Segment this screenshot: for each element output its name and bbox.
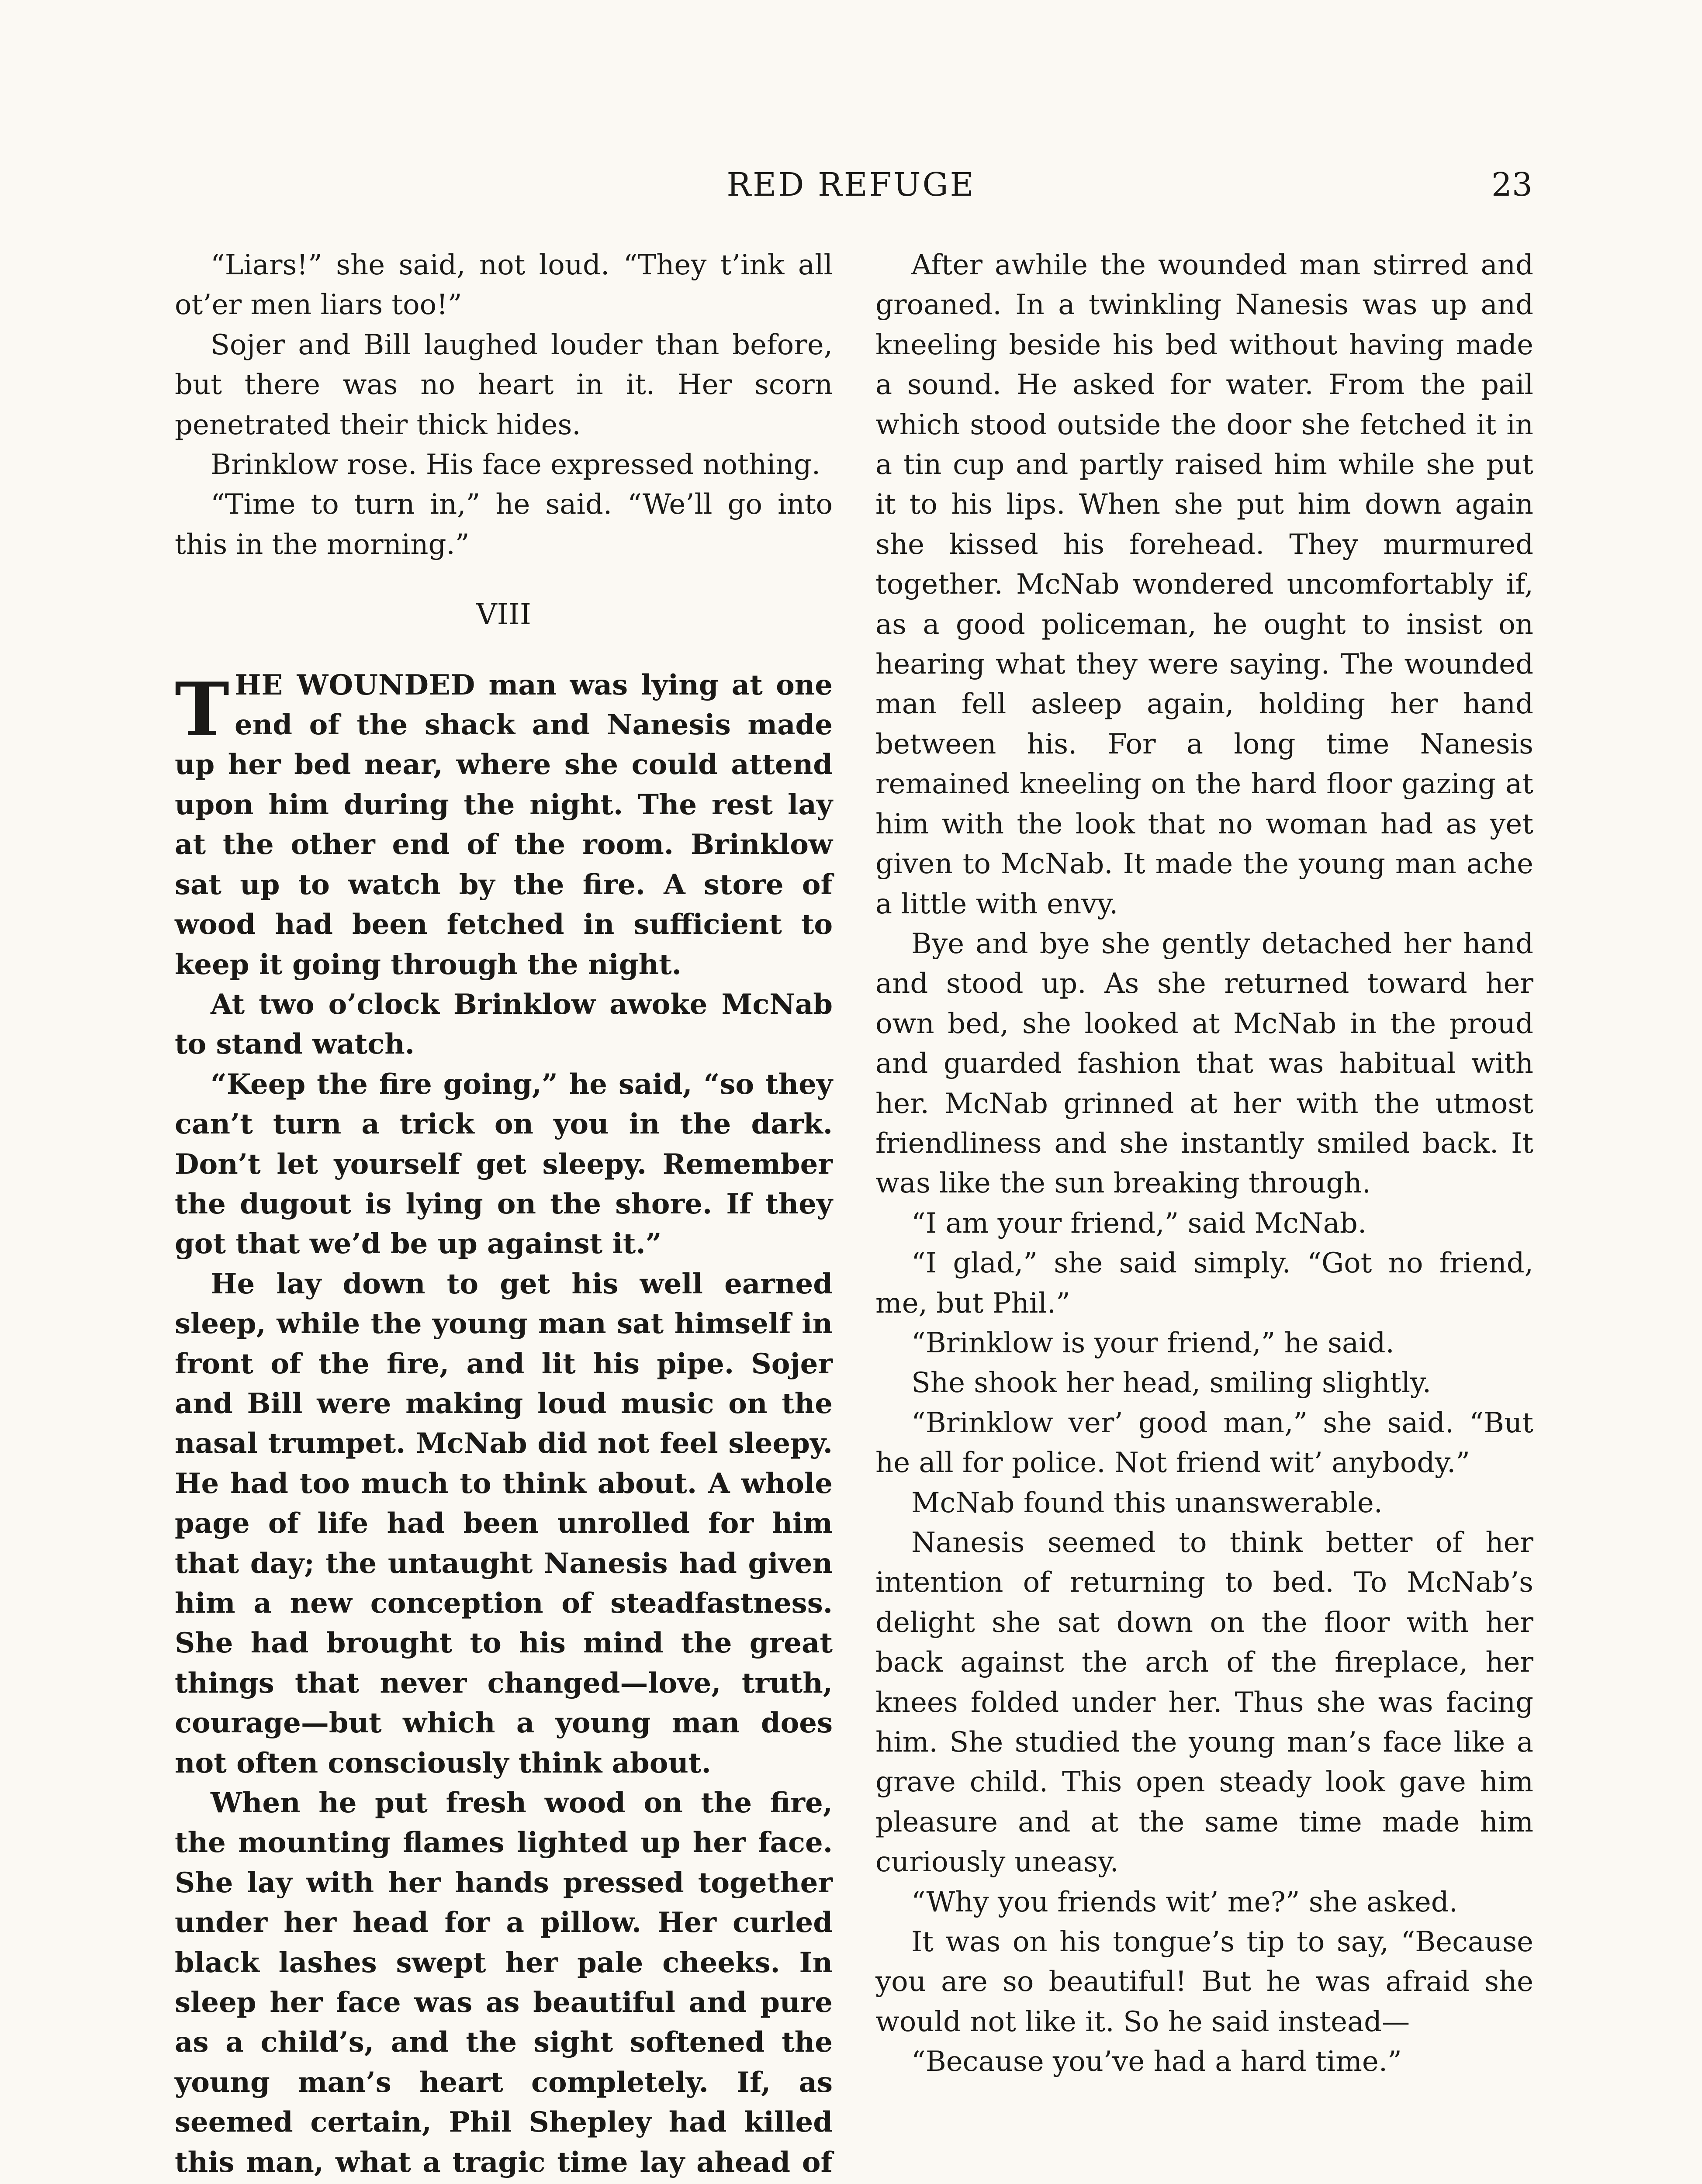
paragraph: “Because you’ve had a hard time.” [911, 2046, 1402, 2078]
paragraph: Brinklow rose. His face expressed nothing. [211, 449, 821, 481]
page-header [0, 166, 1702, 218]
paragraph: She shook her head, smiling slightly. [911, 1367, 1432, 1400]
paragraph: Nanesis seemed to think better of her intention of returning to bed. To McNab’s delight she sat down on the floor with her back against the arch of the fireplace, her knees folded under her. Thus she was facing him. She studied the young man’s face like a grave child. This open steady look gave him pleasure and at the same time made him curiously uneasy. [875, 1527, 1533, 1879]
paragraph: Bye and bye she gently detached her hand and stood up. As she returned toward her own bed, she looked at McNab in the proud and guarded fashion that was habitual with her. McNab grinned at her with the utmost friendliness and she instantly smiled back. It was like the sun breaking through. [875, 927, 1533, 1200]
paragraph: It was on his tongue’s tip to say, “Because you are so beautiful! But he was afraid she would not like it. So he said instead— [875, 1926, 1533, 2038]
paragraph: At two o’clock Brinklow awoke McNab to stand watch. [175, 988, 833, 1061]
right-column [875, 245, 1533, 2082]
paragraph: He lay down to get his well earned sleep, while the young man sat himself in front of the fire, and lit his pipe. Sojer and Bill were making loud music on the nasal trumpet. McNab did not feel sleepy. He had too much to think about. A whole page of life had been unrolled for him that day; the untaught Nanesis had given him a new conception of steadfastness. She had brought to his mind the great things that never changed—love, truth, courage—but which a young man does not often consciously think about. [175, 1267, 833, 1780]
paragraph: “I am your friend,” said McNab. [911, 1207, 1367, 1240]
bold-text-run [175, 665, 833, 2184]
paragraph: When he put fresh wood on the fire, the mounting flames lighted up her face. She lay with her hands pressed together under her head for a pillow. Her curled black lashes swept her pale cheeks. In sleep her face was as beautiful and pure as a child’s, and the sight softened the young man’s heart completely. If, as seemed certain, Phil Shepley had killed this man, what a tragic time lay ahead of [175, 1787, 833, 2179]
paragraph-text: man was lying at one end of the shack and Nanesis made up her bed near, where she could attend upon him during the night. The rest lay at the other end of the room. Brinklow sat up to watch by the fire. A store of wood had been fetched in sufficient to keep it going through the night. [175, 668, 833, 981]
section-heading: VIII [476, 598, 531, 632]
paragraph: “Brinklow ver’ good man,” she said. “But he all for police. Not friend wit’ anybody.” [875, 1406, 1533, 1479]
paragraph: “Keep the fire going,” he said, “so they can’t turn a trick on you in the dark. Don’t let yourself get sleepy. Remember the dugout is lying on the shore. If they got that we’d be up against it.” [175, 1068, 833, 1261]
lead-in-caps: HE WOUNDED [235, 668, 476, 702]
paragraph: “Liars!” she said, not loud. “They t’ink all ot’er men liars too!” [175, 249, 833, 321]
chapter-opening-paragraph [175, 665, 833, 985]
paragraph: Sojer and Bill laughed louder than before, but there was no heart in it. Her scorn penetrated their thick hides. [175, 328, 833, 441]
paragraph: “I glad,” she said simply. “Got no friend, me, but Phil.” [875, 1247, 1533, 1320]
paragraph: “Why you friends wit’ me?” she asked. [911, 1886, 1458, 1918]
paragraph: McNab found this unanswerable. [911, 1486, 1383, 1519]
left-column [175, 245, 833, 2184]
paragraph: “Brinklow is your friend,” he said. [911, 1327, 1394, 1359]
running-title: RED REFUGE [726, 166, 976, 204]
paragraph: “Time to turn in,” he said. “We’ll go into this in the morning.” [175, 488, 833, 561]
paragraph: After awhile the wounded man stirred and groaned. In a twinkling Nanesis was up and kneeling beside his bed without having made a sound. He asked for water. From the pail which stood outside the door she fetched it in a tin cup and partly raised him while she put it to his lips. When she put him down again she kissed his forehead. They murmured together. McNab wondered uncomfortably if, as a good policeman, he ought to insist on hearing what they were saying. The wounded man fell asleep again, holding her hand between his. For a long time Nanesis remained kneeling on the hard floor gazing at him with the look that no woman had as yet given to McNab. It made the young man ache a little with envy. [875, 249, 1533, 920]
drop-cap: T [175, 666, 230, 753]
page-number: 23 [1491, 166, 1532, 204]
